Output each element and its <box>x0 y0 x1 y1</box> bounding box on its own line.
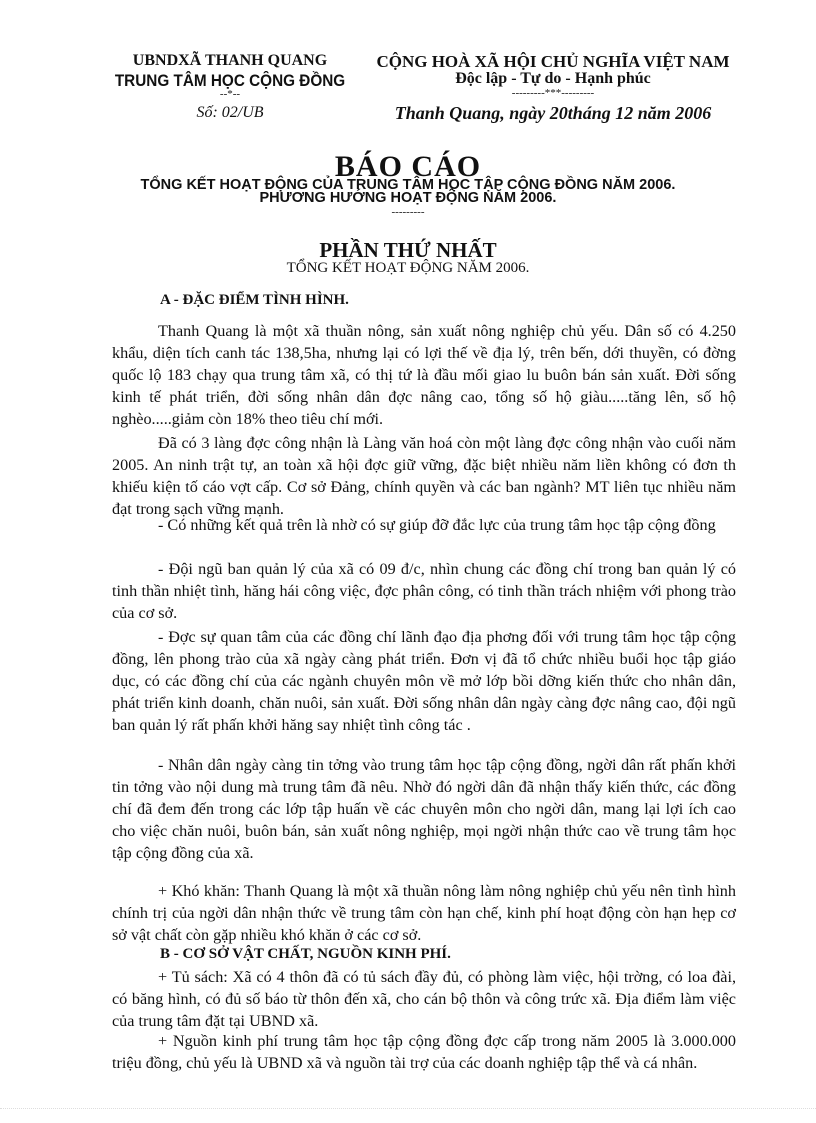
date-line: Thanh Quang, ngày 20tháng 12 năm 2006 <box>394 103 712 123</box>
section-a-paragraph: - Đội ngũ ban quản lý của xã có 09 đ/c, nhìn chung các đồng chí trong ban quản lý có tinh thần nhiệt tình, hăng hái công việc, đợc phân công, có tinh thần trách nhiệm với phong trào của cơ sở. <box>112 560 736 622</box>
section-b-paragraph: + Tủ sách: Xã có 4 thôn đã có tủ sách đầy đủ, có phòng làm việc, hội trờng, có loa đài, có băng hình, có đủ số báo từ thôn đến xã, cho cán bộ thôn và công trức xã. Địa điểm làm việc của trung tâm đặt tại UBND xã. <box>112 968 736 1030</box>
section-b-heading: B - CƠ SỞ VẬT CHẤT, NGUỒN KINH PHÍ. <box>160 946 451 962</box>
motto: Độc lập - Tự do - Hạnh phúc <box>455 70 651 87</box>
section-a-heading: A - ĐẶC ĐIỂM TÌNH HÌNH. <box>160 292 349 308</box>
document-number: Số: 02/UB <box>196 104 264 121</box>
report-subtitle-1: TỔNG KẾT HOẠT ĐỘNG CỦA TRUNG TÂM HỌC TẬP CỘNG ĐỒNG NĂM 2006. <box>140 177 676 193</box>
nation-title: CỘNG HOÀ XÃ HỘI CHỦ NGHĨA VIỆT NAM <box>376 52 730 71</box>
section-a-paragraph: - Có những kết quả trên là nhờ có sự giúp đỡ đắc lực của trung tâm học tập cộng đồng <box>158 516 716 534</box>
title-separator: --------- <box>391 206 425 218</box>
page-bottom-border <box>0 1108 816 1109</box>
section-a-paragraph: Đã có 3 làng đợc công nhận là Làng văn hoá còn một làng đợc công nhận vào cuối năm 2005. An ninh trật tự, an toàn xã hội đợc giữ vững, đặc biệt nhiều năm liền không có đơn th khiếu kiện tố cáo vợt cấp. Cơ sở Đảng, chính quyền và các ban ngành? MT liên tục nhiều năm đạt trong sạch vững mạnh. <box>112 434 736 518</box>
section-a-paragraph: + Khó khăn: Thanh Quang là một xã thuần nông làm nông nghiệp chủ yếu nên tình hình chính trị của ngời dân nhận thức về trung tâm còn hạn chế, kinh phí hoạt động còn hạn hẹp cơ sở vật chất còn gặp nhiều khó khăn ở các cơ sở. <box>112 882 736 944</box>
report-subtitle-2: PHƯƠNG HƯỚNG HOẠT ĐỘNG NĂM 2006. <box>259 190 557 206</box>
agency-name: UBNDXÃ THANH QUANG <box>132 52 328 69</box>
center-name: TRUNG TÂM HỌC CỘNG ĐỒNG <box>114 71 346 90</box>
left-separator: --*-- <box>219 88 241 100</box>
report-title: BÁO CÁO <box>334 150 482 183</box>
section-b-paragraph: + Nguồn kinh phí trung tâm học tập cộng đồng đợc cấp trong năm 2005 là 3.000.000 triệu đồng, chủ yếu là UBND xã và nguồn tài trợ của các doanh nghiệp tập thể và cá nhân. <box>112 1032 736 1072</box>
part-subheading: TỔNG KẾT HOẠT ĐỘNG NĂM 2006. <box>286 260 530 276</box>
part-heading: PHẦN THỨ NHẤT <box>319 238 497 262</box>
section-a-paragraph: - Đợc sự quan tâm của các đồng chí lãnh đạo địa phơng đối với trung tâm học tập cộng đồng, lên phong trào của xã ngày càng phát triển. Đơn vị đã tổ chức nhiều buổi học tập giáo dục, có các đồng chí của các ngành chuyên môn về mở lớp bồi dỡng kiến thức cho nhân dân, phát triển kinh doanh, chăn nuôi, sản xuất. Đời sống nhân dân ngày càng đợc nâng cao, đội ngũ ban quản lý rất phấn khởi hăng say nhiệt tình công tác . <box>112 628 736 734</box>
right-separator: ---------***--------- <box>511 87 595 99</box>
section-a-paragraph: - Nhân dân ngày càng tin tởng vào trung tâm học tập cộng đồng, ngời dân rất phấn khởi tin tởng vào nội dung mà trung tâm đã nêu. Nhờ đó ngời dân đã nhận thấy kiến thức, các đồng chí đã đem đến trong các lớp tập huấn về các chuyên môn cho ngời dân, mang lại lợi ích cao cho việc chăn nuôi, buôn bán, sản xuất nông nghiệp, mọi ngời nhận thức cao về trung tâm học tập cộng đồng của xã. <box>112 756 736 862</box>
section-a-paragraph: Thanh Quang là một xã thuần nông, sản xuất nông nghiệp chủ yếu. Dân số có 4.250 khẩu, diện tích canh tác 138,5ha, nhưng lại có lợi thế về địa lý, trên bến, dới thuyền, có đờng quốc lộ 183 chạy qua trung tâm xã, có thị tứ là đầu mối giao lu buôn bán sản xuất. Đời sống kinh tế phát triển, đời sống nhân dân đợc nâng cao, tổng số hộ giàu.....tăng lên, số hộ nghèo.....giảm còn 18% theo tiêu chí mới. <box>112 322 736 428</box>
